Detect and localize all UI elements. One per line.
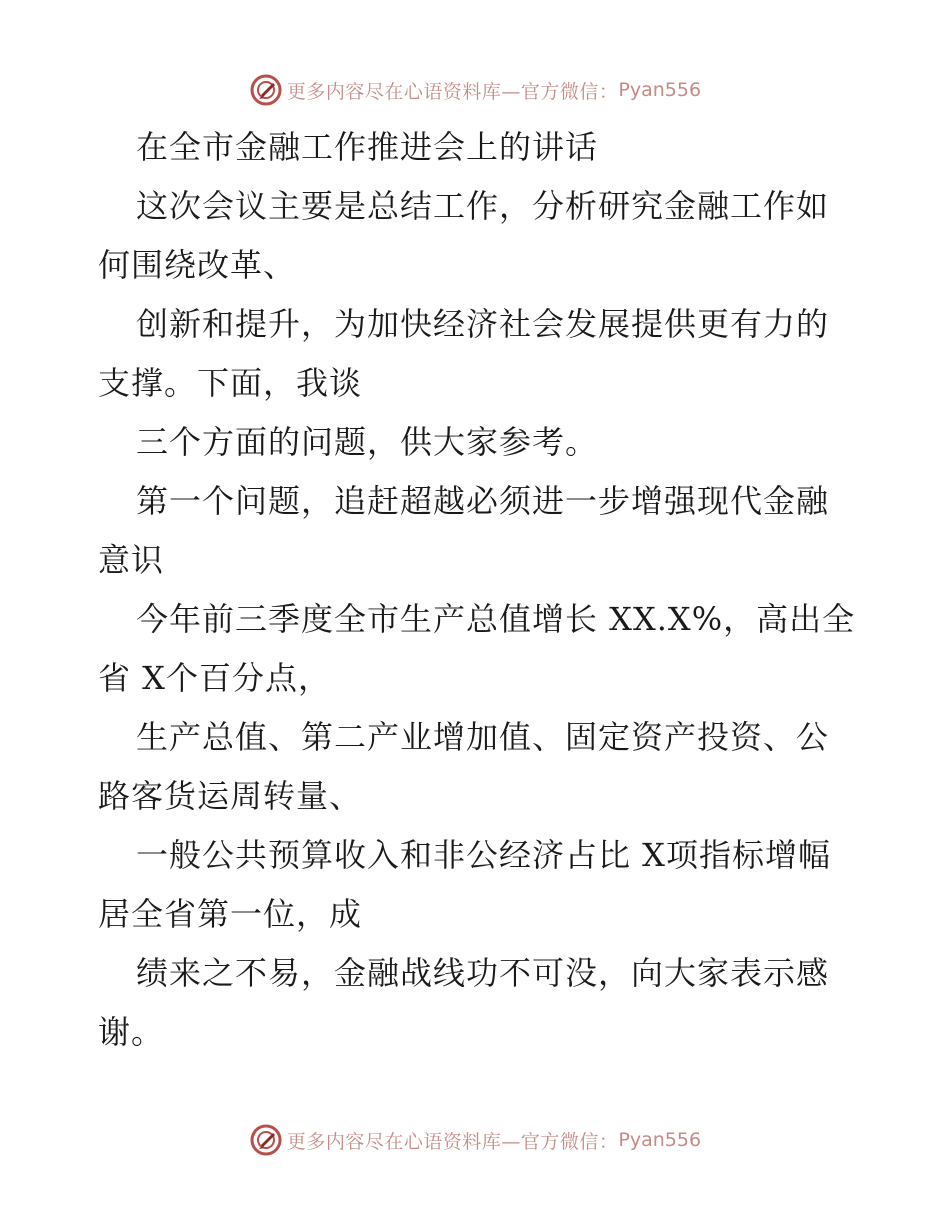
paragraph: 生产总值、第二产业增加值、固定资产投资、公路客货运周转量、: [98, 718, 830, 815]
watermark-wechat-id: Pyan556: [618, 79, 702, 101]
watermark-text: 更多内容尽在心语资料库—官方微信：: [286, 80, 619, 103]
footer-watermark: [0, 1122, 950, 1158]
paragraph: 三个方面的问题，供大家参考。: [136, 423, 599, 461]
document-title: 在全市金融工作推进会上的讲话: [136, 128, 599, 166]
seal-logo-icon: [249, 73, 283, 107]
watermark-wechat-id: Pyan556: [618, 1129, 702, 1151]
section-heading: 第一个问题，追赶超越必须进一步增强现代金融意识: [98, 482, 830, 579]
paragraph: 这次会议主要是总结工作，分析研究金融工作如何围绕改革、: [98, 187, 830, 284]
paragraph: 绩来之不易，金融战线功不可没，向大家表示感谢。: [98, 954, 830, 1051]
paragraph: 一般公共预算收入和非公经济占比 X项指标增幅居全省第一位，成: [98, 836, 831, 933]
seal-logo-icon: [249, 1123, 283, 1157]
header-watermark: [0, 72, 950, 108]
document-body: [98, 118, 858, 1062]
paragraph: 今年前三季度全市生产总值增长 XX.X%，高出全省 X个百分点，: [98, 600, 856, 697]
watermark-text: 更多内容尽在心语资料库—官方微信：: [286, 1130, 619, 1153]
paragraph: 创新和提升，为加快经济社会发展提供更有力的支撑。下面，我谈: [98, 305, 830, 402]
